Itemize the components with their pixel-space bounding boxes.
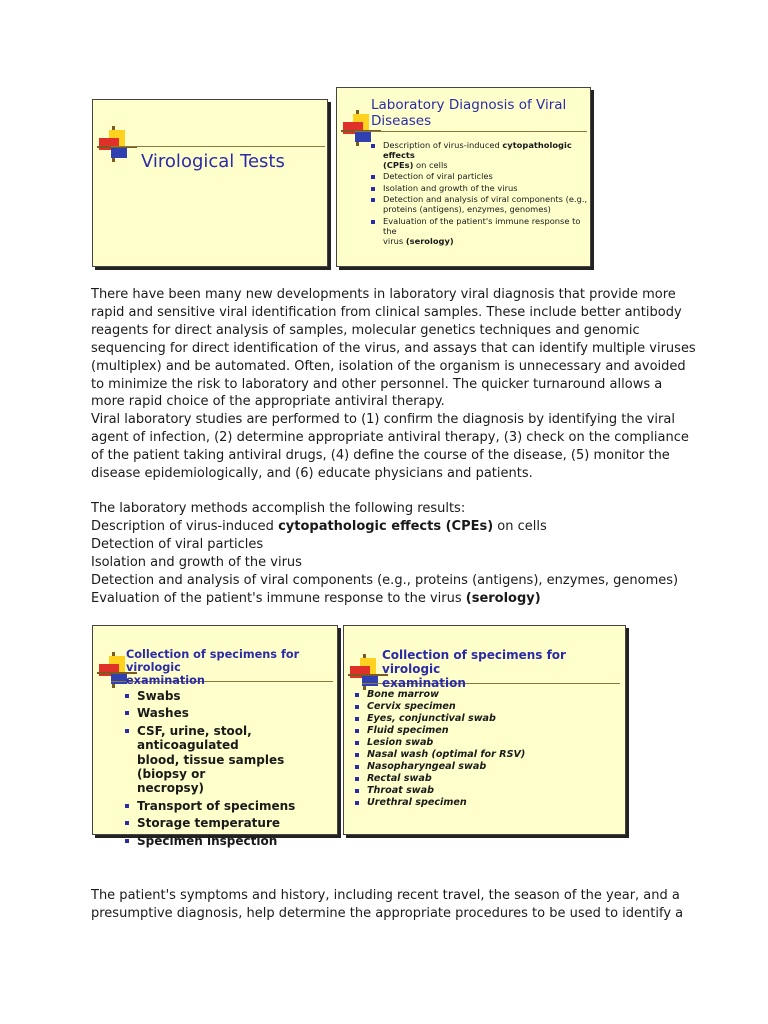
- list-item: Throat swab: [355, 785, 615, 797]
- list-item: Lesion swab: [355, 737, 615, 749]
- slide-title-rule: [111, 146, 325, 147]
- slide-bullet-list: [355, 689, 615, 809]
- list-item: Rectal swab: [355, 773, 615, 785]
- list-item: Washes: [125, 706, 335, 720]
- list-item: Nasal wash (optimal for RSV): [355, 749, 615, 761]
- list-item: Detection of viral particles: [371, 172, 589, 182]
- slide-bullet-list: [371, 141, 589, 248]
- list-item: Cervix specimen: [355, 701, 615, 713]
- list-item: Description of virus-induced cytopathologic effects (CPEs) on cells: [371, 141, 589, 171]
- list-item: Transport of specimens: [125, 799, 335, 813]
- slide-title-rule: [355, 131, 587, 132]
- list-item: Isolation and growth of the virus: [371, 184, 589, 194]
- list-item: Swabs: [125, 689, 335, 703]
- list-item: Nasopharyngeal swab: [355, 761, 615, 773]
- list-item: Bone marrow: [355, 689, 615, 701]
- slide-title: Collection of specimens for virologic examination: [382, 648, 566, 690]
- list-item: Evaluation of the patient's immune response to the virus (serology): [371, 217, 589, 247]
- slide-title: Virological Tests: [141, 151, 285, 172]
- slide-bullet-list: [125, 689, 335, 851]
- list-item: CSF, urine, stool, anticoagulated blood, tissue samples (biopsy or necropsy): [125, 724, 335, 796]
- slide-collection-2: [343, 625, 626, 835]
- list-item: Storage temperature: [125, 816, 335, 830]
- body-paragraph-methods: The laboratory methods accomplish the following results: Description of virus-induced cytopathologic effects (CPEs) on cells Detection of viral particles Isolation and growth of the virus Detection and analysis of viral components (e.g., proteins (antigens), enzymes, genomes) Evaluation of the patient's immune response to the virus (serology): [91, 501, 679, 606]
- slide-lab-diagnosis: [336, 87, 591, 267]
- list-item: Detection and analysis of viral components (e.g., proteins (antigens), enzymes, genomes): [371, 195, 589, 215]
- list-item: Specimen inspection: [125, 834, 335, 848]
- slide-collection-1: [92, 625, 338, 848]
- list-item: Urethral specimen: [355, 797, 615, 809]
- body-paragraph-1: There have been many new developments in laboratory viral diagnosis that provide more rapid and sensitive viral identification from clinical samples. These include better antibody reagents for direct analysis of samples, molecular genetics techniques and genomic sequencing for direct identification of the virus, and assays that can identify multiple viruses (multiplex) and be automated. Often, isolation of the organism is unnecessary and avoided to minimize the risk to laboratory and other personnel. The quicker turnaround allows a more rapid choice of the appropriate antiviral therapy. Viral laboratory studies are performed to (1) confirm the diagnosis by identifying the viral agent of infection, (2) determine appropriate antiviral therapy, (3) check on the compliance of the patient taking antiviral drugs, (4) define the course of the disease, (5) monitor the disease epidemiologically, and (6) educate physicians and patients.: [91, 287, 696, 482]
- body-paragraph-final: The patient's symptoms and history, including recent travel, the season of the year, and a presumptive diagnosis, help determine the appropriate procedures to be used to identify a: [91, 888, 684, 921]
- slide-virological-tests: [92, 99, 328, 267]
- list-item: Fluid specimen: [355, 725, 615, 737]
- slide-title: Collection of specimens for virologic examination: [126, 648, 300, 687]
- list-item: Eyes, conjunctival swab: [355, 713, 615, 725]
- slide-title: Laboratory Diagnosis of Viral Diseases: [371, 97, 567, 129]
